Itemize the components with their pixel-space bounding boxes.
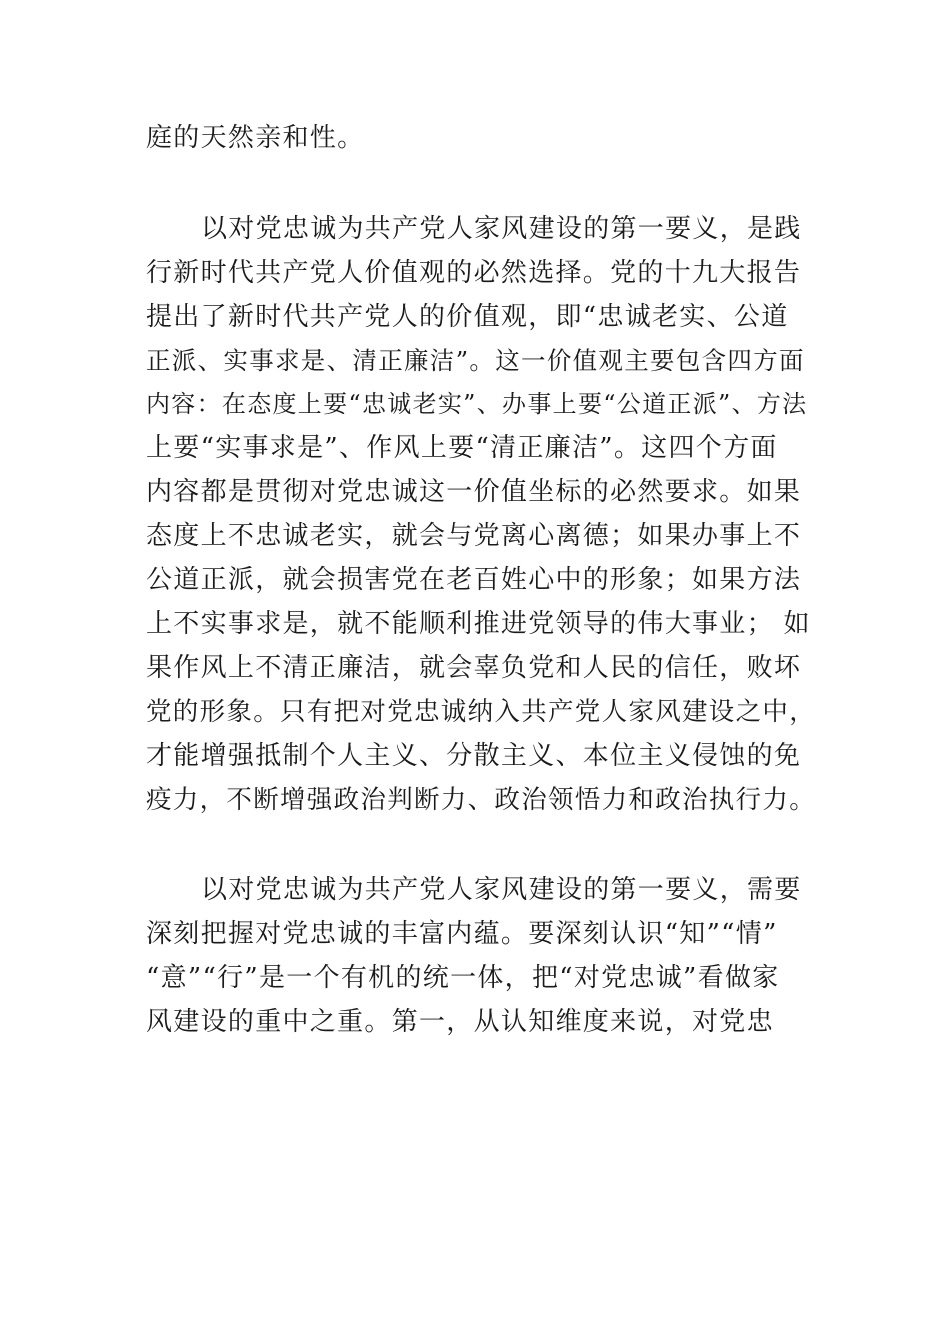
- text-line: 疫力，不断增强政治判断力、政治领悟力和政治执行力。: [146, 785, 817, 815]
- text-line: 态度上不忠诚老实，就会与党离心离德；如果办事上不: [146, 521, 802, 551]
- text-line: 内容：在态度上要“忠诚老实”、办事上要“公道正派”、方法: [146, 390, 808, 418]
- text-line: 正派、实事求是、清正廉洁”。这一价值观主要包含四方面: [146, 346, 805, 375]
- text-line: 庭的天然亲和性。: [146, 123, 365, 153]
- text-line: 行新时代共产党人价值观的必然选择。党的十九大报告: [146, 258, 802, 288]
- text-line: 以对党忠诚为共产党人家风建设的第一要义，需要: [201, 875, 802, 905]
- text-line: 内容都是贯彻对党忠诚这一价值坐标的必然要求。如果: [146, 477, 802, 507]
- text-line: 才能增强抵制个人主义、分散主义、本位主义侵蚀的免: [146, 741, 802, 771]
- text-line: 党的形象。只有把对党忠诚纳入共产党人家风建设之中，: [146, 697, 817, 727]
- text-line: 公道正派，就会损害党在老百姓心中的形象；如果方法: [146, 565, 802, 595]
- text-line: 上要“实事求是”、作风上要“清正廉洁”。这四个方面: [146, 433, 778, 463]
- text-line: 果作风上不清正廉洁，就会辜负党和人民的信任，败坏: [146, 653, 802, 683]
- text-line: 提出了新时代共产党人的价值观，即“忠诚老实、公道: [146, 302, 789, 332]
- text-line: “意”“行”是一个有机的统一体，把“对党忠诚”看做家: [146, 963, 780, 993]
- text-line: 上不实事求是，就不能顺利推进党领导的伟大事业； 如: [146, 609, 811, 639]
- text-line: 深刻把握对党忠诚的丰富内蕴。要深刻认识“知”“情”: [146, 919, 778, 949]
- text-line: 以对党忠诚为共产党人家风建设的第一要义，是践: [201, 214, 802, 244]
- text-line: 风建设的重中之重。第一，从认知维度来说，对党忠: [146, 1007, 774, 1037]
